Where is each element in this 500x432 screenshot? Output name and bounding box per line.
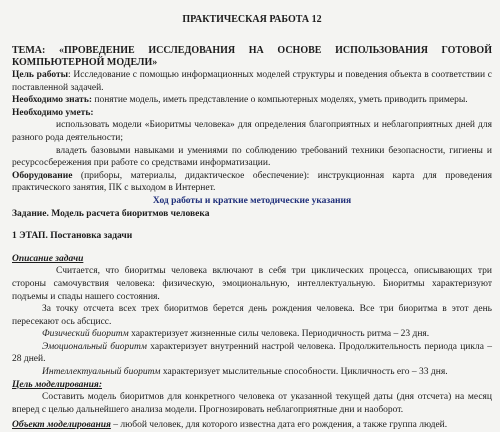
modeling-goal-text: Составить модель биоритмов для конкретного человека от указанной текущей даты (дня отсчета) на месяц вперед с целью дальнейшего анализа модели. Прогнозировать неблагоприятные дни и наоборот. (12, 392, 492, 415)
emotional-biorhythm-label: Эмоциональный биоритм (42, 341, 147, 352)
goal-paragraph (12, 69, 492, 94)
object-text: – любой человек, для которого известна дата его рождения, а также группа людей. (110, 420, 448, 431)
object-paragraph (12, 419, 492, 432)
know-paragraph (12, 94, 492, 107)
equipment-label: Оборудование (12, 170, 73, 181)
intellectual-biorhythm-paragraph (12, 366, 492, 379)
intellectual-biorhythm-text: характеризует мыслительные способности. Цикличность его – 33 дня. (160, 367, 448, 378)
equipment-paragraph (12, 170, 492, 195)
skills-label: Необходимо уметь: (12, 107, 94, 118)
task-description-p2: За точку отсчета всех трех биоритмов берется день рождения человека. Все три биоритма в этот день пересекают ось абсцисс. (12, 304, 492, 327)
physical-biorhythm-text: характеризует жизненные силы человека. Периодичность ритма – 23 дня. (128, 329, 430, 340)
task-heading: Задание. Модель расчета биоритмов человека (12, 208, 210, 219)
goal-label: Цель работы (12, 70, 69, 80)
emotional-biorhythm-text: характеризует внутренний настрой человека. Продолжительность периода цикла – 28 дней. (12, 341, 492, 365)
object-label: Объект моделирования (12, 420, 111, 431)
physical-biorhythm-label: Физический биоритм (42, 329, 129, 340)
equipment-text: (приборы, материалы, дидактическое обеспечение): инструкционная карта для проведения практического занятия, ПК с выходом в Интернет. (12, 170, 492, 194)
intellectual-biorhythm-label: Интеллектуальный биоритм (42, 367, 161, 378)
know-text: понятие модель, иметь представление о компьютерных моделях, уметь приводить примеры. (92, 95, 468, 106)
skills-item-1: использовать модели «Биоритмы человека» для определения благоприятных и неблагоприятных дней для разного рода деятельности; (12, 120, 492, 143)
topic-text: «ПРОВЕДЕНИЕ ИССЛЕДОВАНИЯ НА ОСНОВЕ ИСПОЛЬЗОВАНИЯ ГОТОВОЙ КОМПЬЮТЕРНОЙ МОДЕЛИ» (12, 45, 492, 68)
practical-work-title: ПРАКТИЧЕСКАЯ РАБОТА 12 (182, 14, 322, 25)
topic-label: ТЕМА: (12, 45, 46, 56)
know-label: Необходимо знать: (12, 95, 93, 106)
physical-biorhythm-paragraph (12, 328, 492, 341)
guide-heading: Ход работы и краткие методические указания (152, 195, 352, 206)
stage-heading: 1 ЭТАП. Постановка задачи (12, 231, 133, 242)
task-description-heading: Описание задачи (12, 253, 84, 264)
skills-item-2: владеть базовыми навыками и умениями по соблюдению требований техники безопасности, гигиены и ресурсосбережения при работе со средствами информатизации. (12, 145, 492, 169)
emotional-biorhythm-paragraph (12, 341, 492, 366)
topic-paragraph (12, 45, 492, 69)
modeling-goal-heading: Цель моделирования: (12, 379, 102, 390)
goal-text: : Исследование с помощью информационных моделей структуры и поведения объекта в соответствии с поставленной задачей. (12, 70, 493, 93)
task-description-p1: Считается, что биоритмы человека включают в себя три циклических процесса, описывающих три стороны самочувствия человека: физическую, эмоциональную, интеллектуальную. Биоритмы характеризуют подъемы и спады нашего состояния. (12, 266, 492, 302)
